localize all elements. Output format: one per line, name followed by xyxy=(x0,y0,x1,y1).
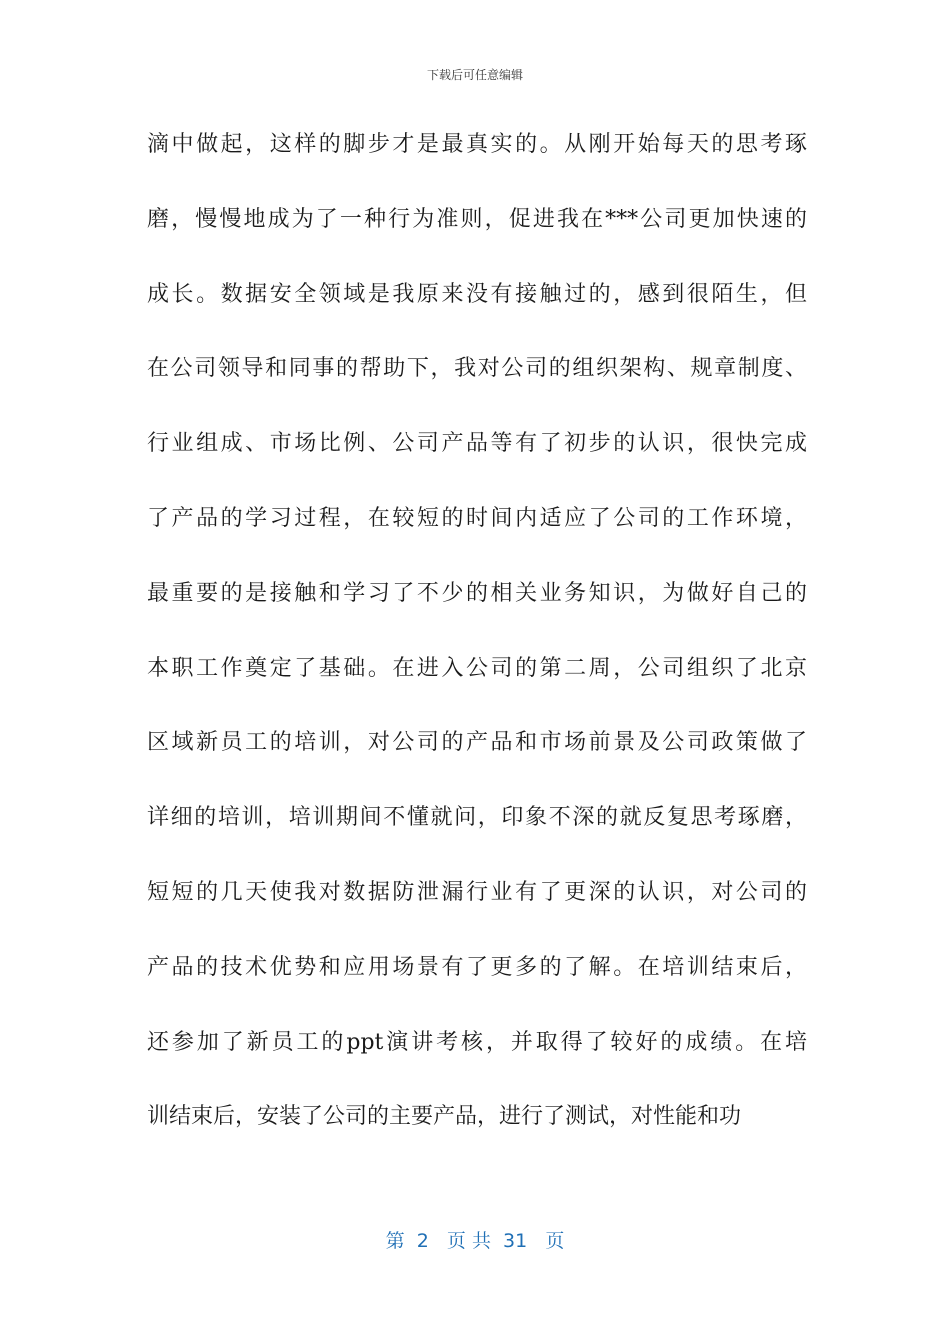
document-body xyxy=(147,122,807,1169)
text-line-9: 区域新员工的培训，对公司的产品和市场前景及公司政策做了 xyxy=(147,730,807,756)
text-line-7: 最重要的是接触和学习了不少的相关业务知识，为做好自己的 xyxy=(147,580,807,606)
text-line-11: 短短的几天使我对数据防泄漏行业有了更深的认识，对公司的 xyxy=(147,879,807,905)
text-line-13: 还参加了新员工的ppt演讲考核，并取得了较好的成绩。在培 xyxy=(147,1029,807,1055)
text-line-5: 行业组成、市场比例、公司产品等有了初步的认识，很快完成 xyxy=(147,431,807,457)
text-line-12: 产品的技术优势和应用场景有了更多的了解。在培训结束后， xyxy=(147,954,807,980)
text-line-10: 详细的培训，培训期间不懂就问，印象不深的就反复思考琢磨， xyxy=(147,805,807,831)
text-line-3: 成长。数据安全领域是我原来没有接触过的，感到很陌生，但 xyxy=(147,281,807,307)
text-line-8: 本职工作奠定了基础。在进入公司的第二周，公司组织了北京 xyxy=(147,655,807,681)
text-line-4: 在公司领导和同事的帮助下，我对公司的组织架构、规章制度、 xyxy=(147,356,807,382)
text-line-6: 了产品的学习过程，在较短的时间内适应了公司的工作环境， xyxy=(147,505,807,531)
page-header: 下载后可任意编辑 xyxy=(426,68,523,82)
text-line-2: 磨，慢慢地成为了一种行为准则，促进我在***公司更加快速的 xyxy=(147,206,807,232)
text-line-1: 滴中做起，这样的脚步才是最真实的。从刚开始每天的思考琢 xyxy=(147,132,807,157)
text-line-14: 训结束后，安装了公司的主要产品，进行了测试，对性能和功 xyxy=(147,1104,742,1130)
page-number-footer: 第 2 页 共 31 页 xyxy=(385,1230,565,1252)
